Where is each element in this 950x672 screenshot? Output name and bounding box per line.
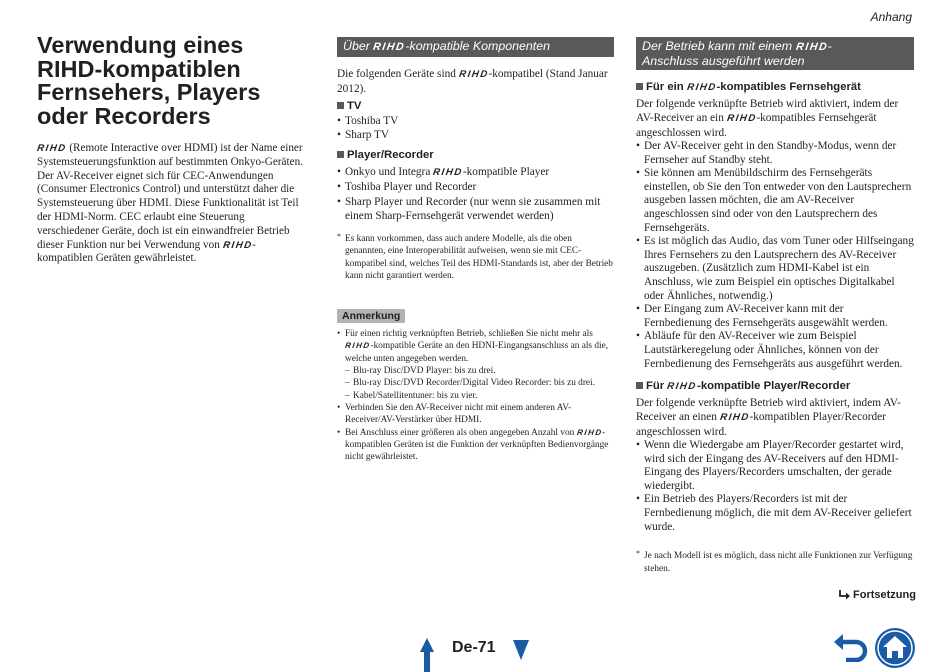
section-header-rihd-components [337,37,614,57]
heading-text: Über [343,39,370,53]
list-item: • Sie können am Menübildschirm des Fernsehgeräts einstellen, ob Sie den Ton entweder von den Lautsprechern ausgeben lassen möchten, die am AV-Receiver angeschlossen sind oder von den Lautsprechern des Fernsehgeräts. [636,167,914,235]
square-bullet-icon [636,382,643,389]
note-list [337,328,614,463]
text: -kompatibel (Stand Januar 2012). [337,68,608,95]
sub-list-item: – Kabel/Satellitentuner: bis zu vier. [345,390,614,402]
right-column [636,37,914,575]
rihd-logo: RIHD [372,41,407,53]
list-item: • Onkyo und Integra RIHD-kompatible Player [337,165,614,180]
player-operation-list [636,439,914,534]
footnote-mark: * [636,549,640,559]
list-item: • Wenn die Wiedergabe am Player/Recorder gestartet wird, wird sich der Eingang des AV-Receivers auf den HDMI-Eingang des Players/Recorders umschalten, der gerade wiedergibt. [636,439,914,493]
list-item: • Es ist möglich das Audio, das vom Tuner oder Hilfseingang Ihres Fernsehers zu den Lautsprechern des AV-Receiver auszugeben. (Zusätzlich zum HDMI-Kabel ist ein Anschluss, wie zum Beispiel ein optisches Digitalkabel oder Ähnliches, notwendig.) [636,235,914,303]
rihd-logo: RIHD [719,412,751,424]
footnote-mark: * [337,232,341,241]
rihd-logo: RIHD [686,82,718,93]
section-header-rihd-operation: Der Betrieb kann mit einem RIHD- Anschluss ausgeführt werden [636,37,914,70]
list-item: • Für einen richtig verknüpften Betrieb, schließen Sie nicht mehr als RIHD-kompatible Geräte an den HDNI-Eingangsanschluss an als die, welche unten angegeben werden. – Blu-ray Disc/DVD Player: bis zu drei. – Blu-ray Disc/DVD Recorder/Digital Video Recorder: bis zu drei. – Kabel/Satellitentuner: bis zu vier. [337,328,614,402]
list-item: • Toshiba Player und Recorder [337,180,614,195]
list-item: • Toshiba TV [337,114,614,128]
left-column [37,34,309,266]
intro-text: (Remote Interactive over HDMI) ist der Name einer Systemsteuerungsfunktion auf bestimmten Onkyo-Geräten. Der AV-Receiver eignet sich für CEC-Anwendungen (Consumer Electronics Control) und unterstützt daher die Systemsteuerung über HDMI. Diese Funktionalität ist Teil der HDMI-Norm. CEC erlaubt eine Steuerung verschiedener Geräte, doch ist ein einwandfreier Betrieb dieser Funktion nur bei Verwendung von [37,142,303,251]
continue-arrow-icon [838,589,851,601]
tv-operation-list [636,140,914,371]
text: Die folgenden Geräte sind [337,68,456,80]
list-item: • Ein Betrieb des Players/Recorders ist mit der Fernbedienung möglich, die mit dem AV-Receiver geliefert wurde. [636,493,914,534]
intro-text-end: -kompatiblen Geräten gewährleistet. [37,238,256,265]
player-intro: Der folgende verknüpfte Betrieb wird aktiviert, indem AV-Receiver an einen RIHD-kompatiblen Player/Recorder angeschlossen wird. [636,397,901,439]
rihd-logo: RIHD [576,427,603,437]
list-item: • Der Eingang zum AV-Receiver kann mit der Fernbedienung des Fernsehgeräts ausgewählt werden. [636,303,914,330]
footnote [636,550,914,575]
list-item: • Sharp Player und Recorder (nur wenn sie zusammen mit einem Sharp-Fernsehgerät verwendet werden) [337,195,614,223]
back-icon[interactable] [832,632,868,662]
list-item: • Abläufe für den AV-Receiver wie zum Beispiel Lautstärkeregelung oder Ähnliches, können von der Fernbedienung des Fernsehgeräts aus ausgeführt werden. [636,330,914,371]
page-title: Verwendung eines RIHD-kompatiblen Fernsehers, Players oder Recorders [37,32,261,129]
home-icon[interactable] [874,627,916,669]
next-page-arrow-icon[interactable] [513,640,529,660]
page-number: De-71 [452,639,496,656]
tv-subheading: TV [337,99,614,113]
compatible-intro [337,67,614,96]
player-subheading: Für RIHD-kompatible Player/Recorder [636,379,914,394]
rihd-logo: RIHD [344,341,372,351]
tv-intro: Der folgende verknüpfte Betrieb wird aktiviert, indem der AV-Receiver an ein RIHD-kompatibles Fernsehgerät angeschlossen wird. [636,98,899,139]
prev-page-arrow-icon[interactable] [420,638,434,672]
footnote [337,233,614,282]
rihd-logo: RIHD [458,69,490,80]
square-bullet-icon [337,151,344,158]
square-bullet-icon [636,83,643,90]
square-bullet-icon [337,102,344,109]
rihd-logo: RIHD [432,167,464,178]
footnote-text: Je nach Modell ist es möglich, dass nicht alle Funktionen zur Verfügung stehen. [644,551,913,574]
rihd-logo: RIHD [725,113,758,124]
player-list [337,165,614,223]
heading-text: -kompatible Komponenten [405,39,551,53]
list-item: • Sharp TV [337,128,614,142]
note-label: Anmerkung [337,309,405,323]
rihd-logo: RIHD [221,239,253,251]
footnote-text: Es kann vorkommen, dass auch andere Modelle, als die oben genannten, eine Interoperabilität aufweisen, wenn sie mit CEC-kompatibel sind, welches Teil des HDMI-Standards ist, aber der Betrieb kann nicht garantiert werden. [345,234,613,281]
rihd-logo: RIHD [794,41,829,53]
continue-label: Fortsetzung [853,589,916,601]
list-item: • Verbinden Sie den AV-Receiver nicht mit einem anderen AV-Receiver/AV-Verstärker über HDMI. [337,402,614,427]
list-item: • Bei Anschluss einer größeren als oben angegeben Anzahl von RIHD-kompatiblen Geräten ist die Funktion der verknüpften Bedienvorgänge nicht gewährleistet. [337,427,614,464]
intro-paragraph [37,142,309,266]
tv-subheading: Für ein RIHD-kompatibles Fernsehgerät [636,80,914,95]
section-label: Anhang [870,10,912,24]
sub-list [345,365,614,402]
sub-list-item: – Blu-ray Disc/DVD Recorder/Digital Video Recorder: bis zu drei. [345,377,614,389]
continue-link[interactable] [838,589,916,601]
sub-list-item: – Blu-ray Disc/DVD Player: bis zu drei. [345,365,614,377]
rihd-logo: RIHD [36,143,68,154]
rihd-logo: RIHD [666,381,698,393]
player-subheading: Player/Recorder [337,148,614,162]
tv-list [337,114,614,142]
list-item: • Der AV-Receiver geht in den Standby-Modus, wenn der Fernseher auf Standby steht. [636,140,914,167]
middle-column [337,37,614,463]
